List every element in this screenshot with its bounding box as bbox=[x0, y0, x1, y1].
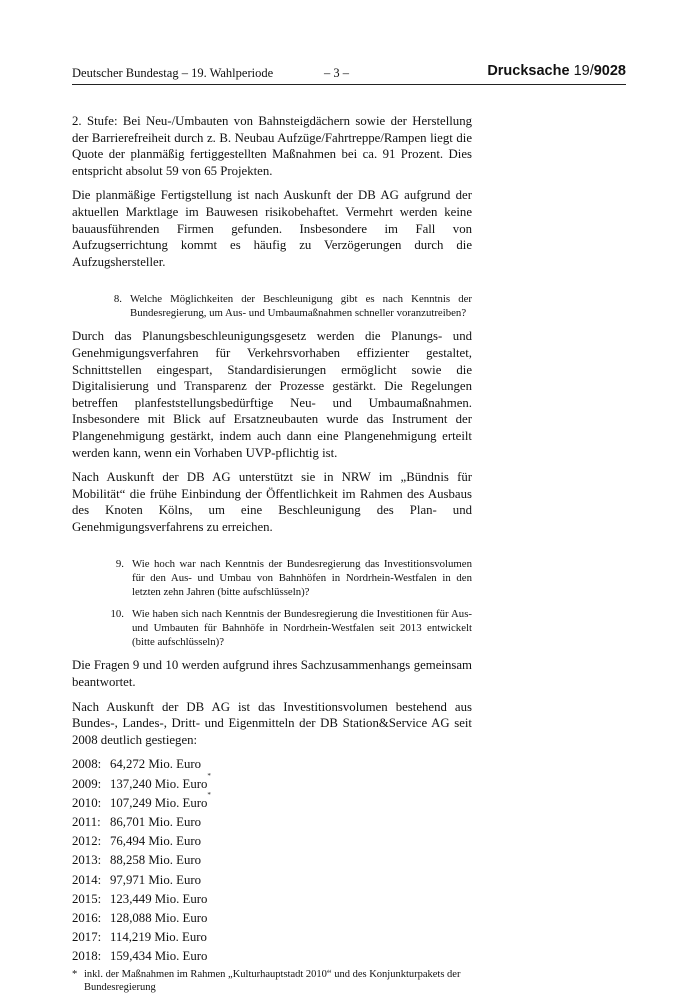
investment-item bbox=[72, 948, 472, 964]
page-body bbox=[72, 113, 472, 994]
investment-value: 97,971 Mio. Euro bbox=[110, 872, 201, 887]
investment-item bbox=[72, 790, 472, 811]
investment-value: 76,494 Mio. Euro bbox=[110, 834, 201, 849]
investment-item bbox=[72, 872, 472, 888]
page-number: – 3 – bbox=[324, 66, 349, 80]
investment-item bbox=[72, 852, 472, 868]
investment-value: 137,240 Mio. Euro bbox=[110, 776, 208, 791]
investment-year: 2017: bbox=[72, 930, 102, 945]
paragraph-investment-intro: Nach Auskunft der DB AG ist das Investitionsvolumen bestehend aus Bundes-, Landes-, Dritt- und Eigenmitteln der DB Station&Service AG seit 2008 deutlich gestiegen: bbox=[72, 699, 472, 747]
investment-year: 2016: bbox=[72, 910, 102, 925]
investment-item bbox=[72, 756, 472, 772]
investment-year: 2013: bbox=[72, 853, 102, 868]
investment-value: 88,258 Mio. Euro bbox=[110, 853, 201, 868]
investment-value: 159,434 Mio. Euro bbox=[110, 949, 208, 964]
investment-year: 2015: bbox=[72, 891, 102, 906]
investment-value: 86,701 Mio. Euro bbox=[110, 815, 201, 829]
paragraph-completion: Die planmäßige Fertigstellung ist nach Auskunft der DB AG aufgrund der aktuellen Marktlage im Bauwesen risikobehaftet. Vermehrt werden keine bauausführenden Firmen gefunden. Insbesondere im Fall von Aufzugserrichtung kommt es häufig zu Verzögerungen durch die Aufzugshersteller. bbox=[72, 188, 472, 269]
question-number: 9. bbox=[115, 558, 124, 571]
investment-year: 2010: bbox=[72, 795, 102, 810]
investment-item bbox=[72, 833, 472, 849]
question-text: Welche Möglichkeiten der Beschleunigung gibt es nach Kenntnis der Bundesregierung, um Aus- und Umbaumaßnahmen schneller voranzutreiben? bbox=[130, 293, 472, 320]
investment-item bbox=[72, 929, 472, 945]
paragraph-planning-law: Durch das Planungsbeschleunigungsgesetz werden die Planungs- und Genehmigungsverfahren für Verkehrsvorhaben effizienter gestaltet, Schnittstellen eingespart, Standardisierungen ermöglicht sowie die Digitalisierung und Transparenz der Prozesse gestärkt. Die Regelungen betreffen planfeststellungsbedürftige Neu- und Umbaumaßnahmen. Insbesondere mit Blick auf Ersatzneubauten wurde das Instrument der Plangenehmigung gestärkt, indem auch dann eine Plangenehmigung erteilt werden kann, wenn ein Vorhaben UVP-pflichtig ist. bbox=[72, 329, 472, 460]
question-text: Wie haben sich nach Kenntnis der Bundesregierung die Investitionen für Aus- und Umbauten für Bahnhöfe in Nordrhein-Westfalen seit 2013 entwickelt (bitte aufschlüsseln)? bbox=[132, 608, 472, 649]
investment-item bbox=[72, 891, 472, 907]
investment-value: 123,449 Mio. Euro bbox=[110, 891, 208, 906]
investment-item bbox=[72, 910, 472, 926]
investment-year: 2014: bbox=[72, 872, 102, 887]
question-9 bbox=[72, 557, 472, 599]
investment-value: 128,088 Mio. Euro bbox=[110, 910, 208, 925]
footnote-marker: * bbox=[72, 968, 78, 980]
investment-value: 64,272 Mio. Euro bbox=[110, 757, 201, 772]
doc-label: Drucksache bbox=[487, 63, 570, 79]
investment-item bbox=[72, 814, 472, 830]
document-page bbox=[72, 64, 626, 994]
question-text: Wie hoch war nach Kenntnis der Bundesregierung das Investitionsvolumen für den Aus- und Umbau von Bahnhöfen in Nordrhein-Westfalen in den letzten zehn Jahren (bitte aufschlüsseln)? bbox=[132, 558, 472, 599]
page-header bbox=[72, 64, 626, 85]
investment-list bbox=[72, 756, 472, 964]
question-8 bbox=[72, 292, 472, 320]
investment-year: 2009: bbox=[72, 776, 102, 791]
investment-value: 107,249 Mio. Euro bbox=[110, 795, 208, 810]
paragraph-nrw-alliance: Nach Auskunft der DB AG unterstützt sie in NRW im „Bündnis für Mobilität“ die frühe Einbindung der Öffentlichkeit im Rahmen des Ausbaus des Knoten Kölns, um eine Beschleunigung des Plan- und Genehmigungsverfahrens zu erreichen. bbox=[72, 470, 472, 534]
investment-year: 2018: bbox=[72, 949, 102, 964]
footnote-reference: * bbox=[207, 771, 211, 780]
footnote-reference: * bbox=[207, 790, 211, 799]
footnote-text: inkl. der Maßnahmen im Rahmen „Kulturhauptstadt 2010“ und des Konjunkturpakets der Bundesregierung bbox=[84, 968, 461, 993]
question-10 bbox=[72, 607, 472, 649]
question-number: 10. bbox=[110, 608, 124, 621]
question-number: 8. bbox=[113, 293, 122, 306]
doc-prefix: 19/ bbox=[573, 63, 594, 79]
paragraph-stage-2: 2. Stufe: Bei Neu-/Umbauten von Bahnsteigdächern sowie der Herstellung der Barrierefreiheit durch z. B. Neubau Aufzüge/Fahrtreppe/Rampen liegt die Quote der planmäßig fertiggestellten Maßnahmen bei ca. 91 Prozent. Dies entspricht absolut 59 von 65 Projekten. bbox=[72, 114, 472, 178]
document-number bbox=[487, 63, 626, 79]
investment-item bbox=[72, 771, 472, 792]
header-title: Deutscher Bundestag – 19. Wahlperiode bbox=[72, 66, 274, 80]
investment-value: 114,219 Mio. Euro bbox=[110, 930, 207, 945]
investment-year: 2012: bbox=[72, 834, 102, 849]
investment-year: 2011: bbox=[72, 815, 101, 829]
paragraph-joint-answer: Die Fragen 9 und 10 werden aufgrund ihres Sachzusammenhangs gemeinsam beantwortet. bbox=[72, 658, 472, 690]
doc-number: 9028 bbox=[593, 63, 626, 79]
investment-year: 2008: bbox=[72, 757, 102, 772]
